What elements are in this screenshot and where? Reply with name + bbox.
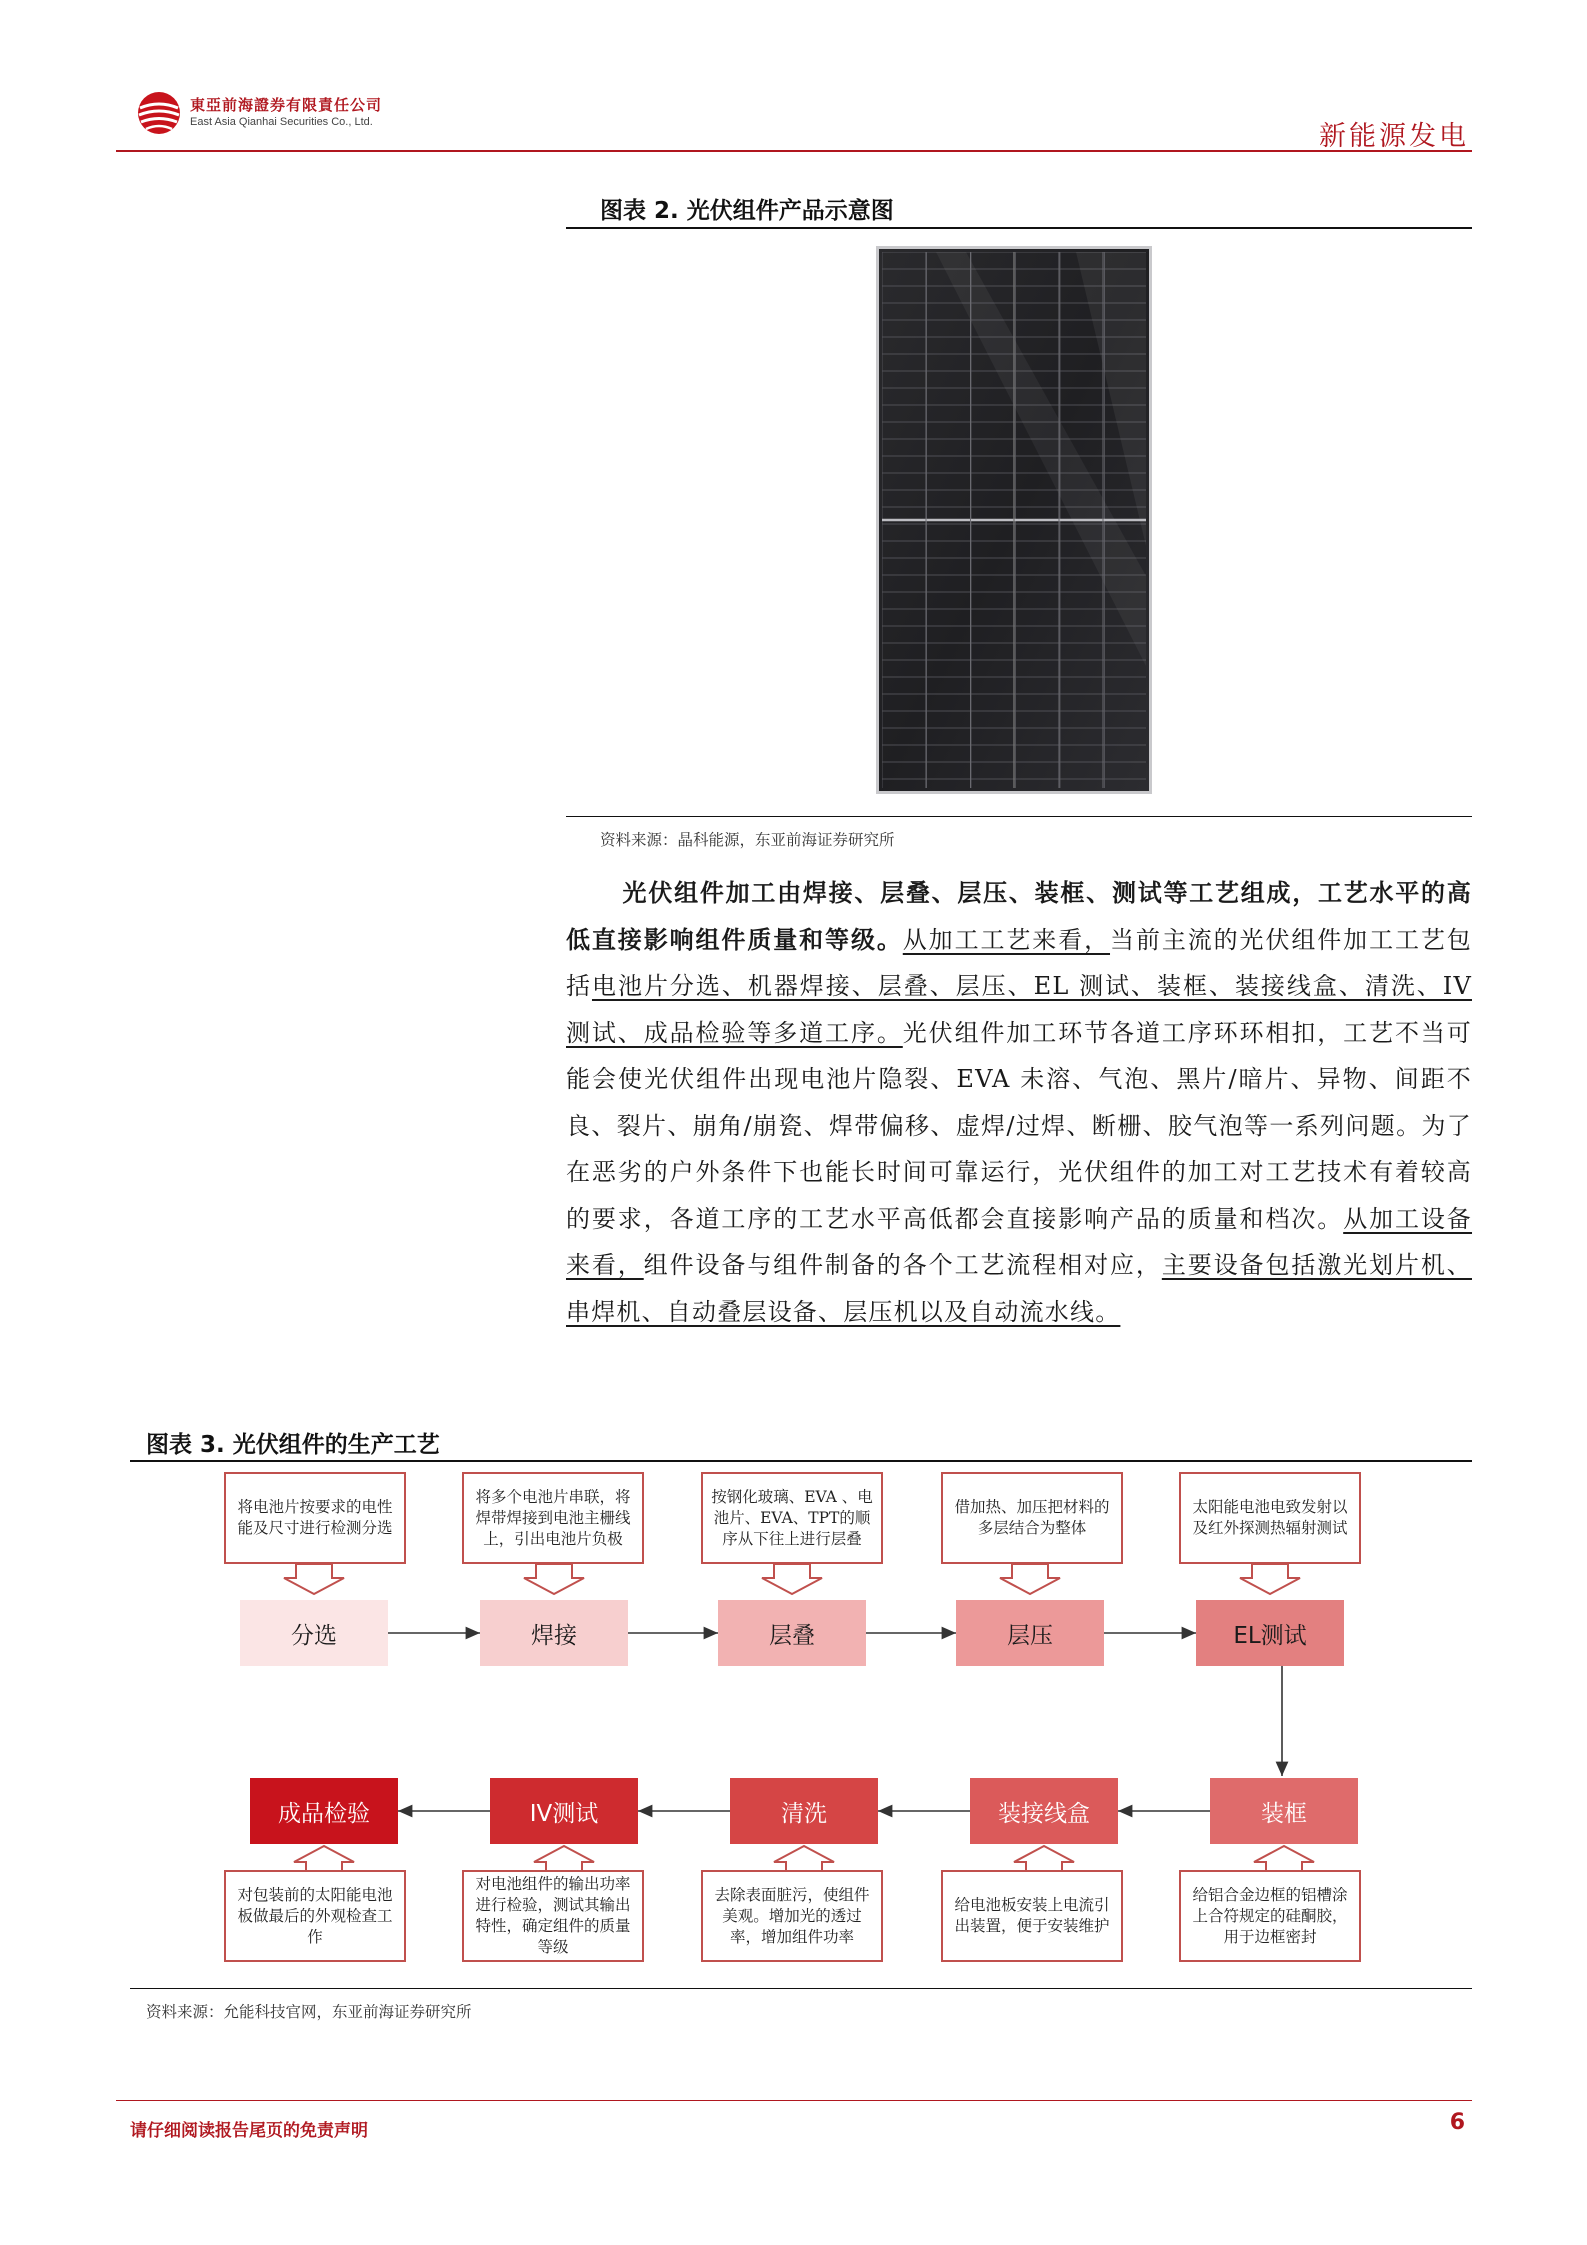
- para-text-2: 光伏组件加工环节各道工序环环相扣，工艺不当可能会使光伏组件出现电池片隐裂、EVA 未溶、气泡、黑片/暗片、异物、间距不良、裂片、崩角/崩瓷、焊带偏移、虚焊/过焊、断栅、胶气泡等一系列问题。为了在恶劣的户外条件下也能长时间可靠运行，光伏组件的加工对工艺技术有着较高的要求，各道工序的工艺水平高低都会直接影响产品的质量和档次。: [566, 1018, 1472, 1233]
- note-junction-box: 给电池板安装上电流引出装置，便于安装维护: [941, 1870, 1123, 1962]
- para-text-1: 当前主流的光伏组件加工工艺包括: [566, 925, 1472, 1000]
- para-key-sentence: 光伏组件加工由焊接、层叠、层压、装框、测试等工艺组成，工艺水平的高低直接影响组件质量和等级。: [566, 879, 1472, 954]
- step-cleaning: 清洗: [730, 1778, 878, 1844]
- note-el-test: 太阳能电池电致发射以及红外探测热辐射测试: [1179, 1472, 1361, 1564]
- down-block-arrow-3: [1000, 1564, 1060, 1594]
- footer-divider: [116, 2100, 1472, 2101]
- down-block-arrow-2: [762, 1564, 822, 1594]
- step-stacking: 层叠: [718, 1600, 866, 1666]
- down-block-arrow-1: [524, 1564, 584, 1594]
- disclaimer-notice: 请仔细阅读报告尾页的免责声明: [130, 2121, 368, 2141]
- step-sorting: 分选: [240, 1600, 388, 1666]
- company-name-en: East Asia Qianhai Securities Co., Ltd.: [190, 116, 373, 128]
- up-block-arrow-1: [534, 1846, 594, 1872]
- logo-globe-icon: [136, 90, 182, 136]
- solar-panel-image: [876, 246, 1152, 794]
- header-divider: [116, 150, 1472, 152]
- up-block-arrow-2: [774, 1846, 834, 1872]
- note-laminating: 借加热、加压把材料的多层结合为整体: [941, 1472, 1123, 1564]
- note-welding: 将多个电池片串联，将焊带焊接到电池主栅线上，引出电池片负极: [462, 1472, 644, 1564]
- production-flowchart: [146, 1460, 1436, 1980]
- figure2-source: 资料来源：晶科能源，东亚前海证券研究所: [600, 831, 895, 849]
- note-stacking: 按钢化玻璃、EVA 、电池片、EVA、TPT的顺序从下往上进行层叠: [701, 1472, 883, 1564]
- figure3-title: 图表 3. 光伏组件的生产工艺: [146, 1432, 440, 1458]
- para-equipment-lead: 从加工设备来看，: [566, 1204, 1473, 1279]
- note-final-inspection: 对包装前的太阳能电池板做最后的外观检查工作: [224, 1870, 406, 1962]
- page-number: 6: [1449, 2110, 1465, 2135]
- section-title: 新能源发电: [1319, 121, 1469, 152]
- step-junction-box: 装接线盒: [970, 1778, 1118, 1844]
- body-paragraph: [566, 870, 1472, 1335]
- figure3-bottom-rule: [130, 1988, 1472, 1989]
- step-framing: 装框: [1210, 1778, 1358, 1844]
- note-framing: 给铝合金边框的铝槽涂上合符规定的硅酮胶，用于边框密封: [1179, 1870, 1361, 1962]
- company-name-cn: 東亞前海證券有限責任公司: [190, 96, 383, 114]
- para-text-3: 组件设备与组件制备的各个工艺流程相对应，: [643, 1251, 1162, 1279]
- para-process-lead: 从加工工艺来看，: [902, 925, 1111, 954]
- up-block-arrow-0: [294, 1846, 354, 1872]
- down-block-arrow-0: [284, 1564, 344, 1594]
- note-sorting: 将电池片按要求的电性能及尺寸进行检测分选: [224, 1472, 406, 1564]
- down-block-arrow-4: [1240, 1564, 1300, 1594]
- up-block-arrow-3: [1014, 1846, 1074, 1872]
- note-iv-test: 对电池组件的输出功率进行检验，测试其输出特性，确定组件的质量等级: [462, 1870, 644, 1962]
- figure2-bottom-rule: [566, 816, 1472, 817]
- figure2-title: 图表 2. 光伏组件产品示意图: [600, 198, 894, 224]
- figure2-top-rule: [566, 227, 1472, 229]
- step-el-test: EL测试: [1196, 1600, 1344, 1666]
- para-process-list: 电池片分选、机器焊接、层叠、层压、EL 测试、装框、装接线盒、清洗、IV 测试、成品检验等多道工序。: [566, 972, 1472, 1047]
- step-laminating: 层压: [956, 1600, 1104, 1666]
- step-welding: 焊接: [480, 1600, 628, 1666]
- note-cleaning: 去除表面脏污，使组件美观。增加光的透过率，增加组件功率: [701, 1870, 883, 1962]
- para-equipment-list: 主要设备包括激光划片机、串焊机、自动叠层设备、层压机以及自动流水线。: [566, 1251, 1472, 1326]
- up-block-arrow-4: [1254, 1846, 1314, 1872]
- company-logo: [136, 88, 396, 138]
- step-final-inspection: 成品检验: [250, 1778, 398, 1844]
- figure3-source: 资料来源：允能科技官网，东亚前海证券研究所: [146, 2003, 472, 2021]
- step-iv-test: IV测试: [490, 1778, 638, 1844]
